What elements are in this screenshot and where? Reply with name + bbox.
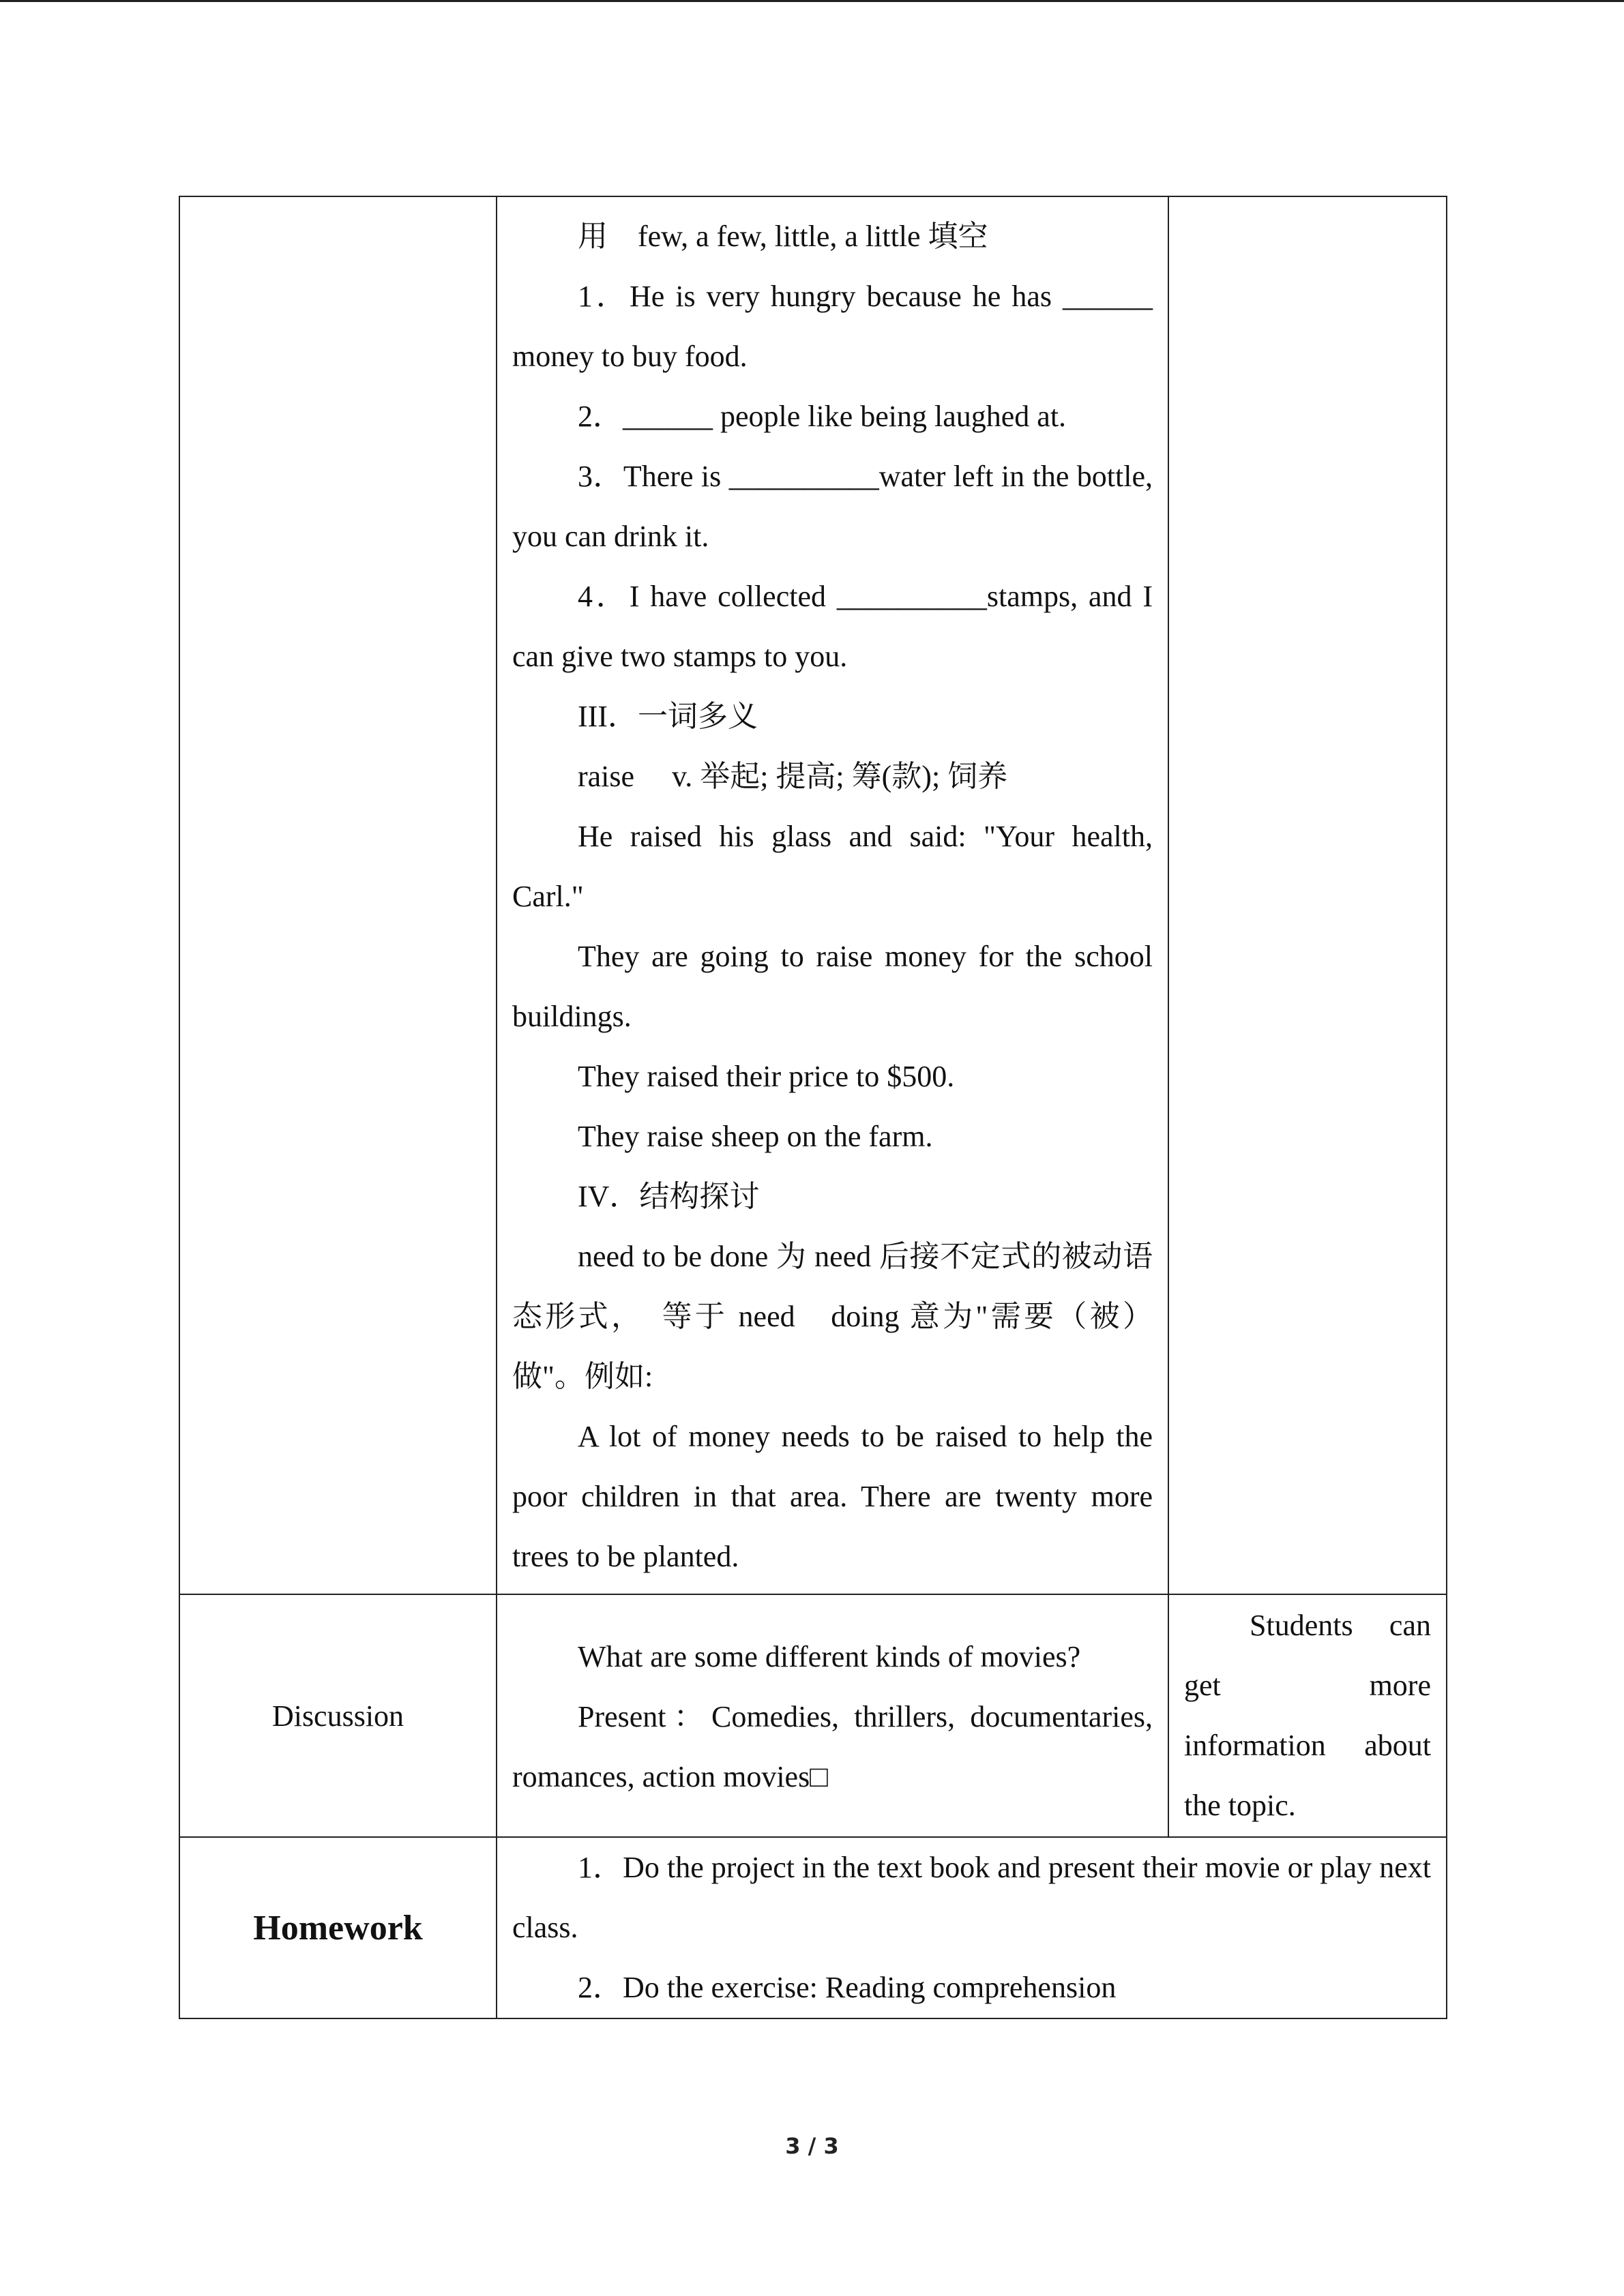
top-border-line (0, 0, 1624, 2)
lesson-plan-table (179, 196, 1447, 2019)
fill-in-item-1: 1．He is very hungry because he has ______ money to buy food. (512, 280, 1153, 373)
homework-item-1: 1．Do the project in the text book and present their movie or play next class. (512, 1851, 1431, 1944)
homework-row (179, 1837, 1447, 2018)
structure-heading: IV．结构探讨 (578, 1180, 760, 1213)
structure-example: A lot of money needs to be raised to help the poor children in that area. There are twenty more trees to be planted. (512, 1420, 1153, 1573)
exercises-label-cell (179, 196, 497, 1594)
fill-in-heading: 用 few, a few, little, a little 填空 (578, 220, 988, 253)
discussion-label: Discussion (179, 1594, 497, 1837)
discussion-purpose-cell (1168, 1594, 1447, 1837)
polysemy-word: raise v. 举起; 提高; 筹(款); 饲养 (578, 760, 1008, 793)
fill-in-item-2: 2．______ people like being laughed at. (578, 400, 1067, 433)
discussion-answer: Present：Comedies, thrillers, documentaries, romances, action movies□ (512, 1700, 1153, 1793)
fill-in-item-4: 4．I have collected __________stamps, and I can give two stamps to you. (512, 580, 1153, 673)
exercises-content-cell (497, 196, 1168, 1594)
structure-explanation: need to be done 为 need 后接不定式的被动语态形式， 等于 need doing 意为"需要（被）做"。例如: (512, 1240, 1153, 1393)
homework-label: Homework (179, 1837, 497, 2018)
exercises-note-cell (1168, 196, 1447, 1594)
discussion-question: What are some different kinds of movies? (578, 1640, 1081, 1673)
homework-item-2: 2．Do the exercise: Reading comprehension (578, 1971, 1117, 2004)
homework-content-cell (497, 1837, 1447, 2018)
polysemy-example-4: They raise sheep on the farm. (578, 1120, 933, 1153)
discussion-row (179, 1594, 1447, 1837)
polysemy-example-2: They are going to raise money for the school buildings. (512, 940, 1153, 1033)
polysemy-example-3: They raised their price to $500. (578, 1060, 955, 1093)
discussion-purpose: Students can get more information about the topic. (1184, 1609, 1431, 1822)
fill-in-item-3: 3．There is __________water left in the bottle, you can drink it. (512, 460, 1153, 553)
page-number: 3 / 3 (785, 2133, 839, 2159)
exercises-row (179, 196, 1447, 1594)
discussion-content-cell (497, 1594, 1168, 1837)
polysemy-example-1: He raised his glass and said: "Your health, Carl." (512, 820, 1153, 913)
polysemy-heading: III．一词多义 (578, 700, 758, 733)
